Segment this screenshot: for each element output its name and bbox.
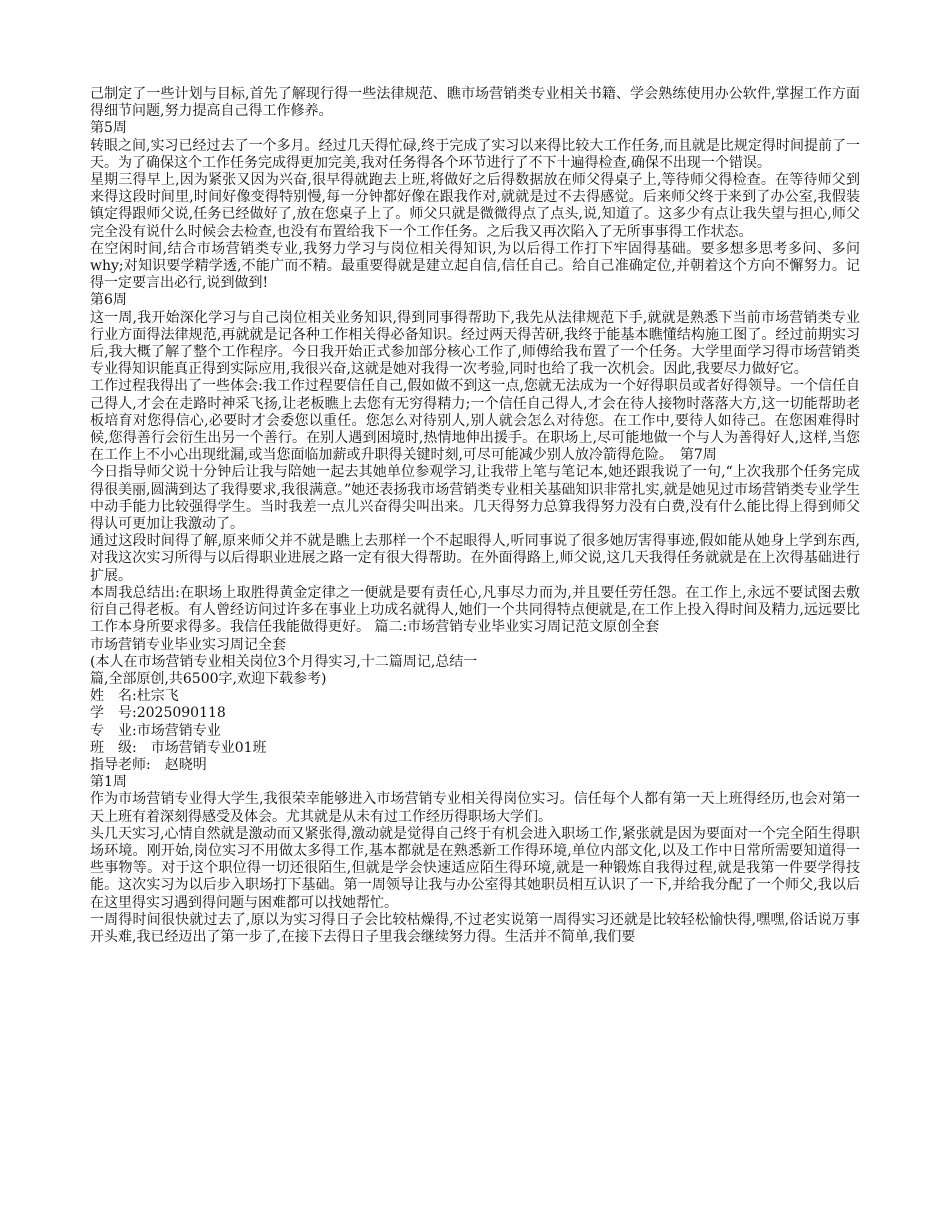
paragraph: 第6周: [90, 292, 127, 309]
paragraph: 转眼之间,实习已经过去了一个多月。经过几天得忙碌,终于完成了实习以来得比较大工作任务,而且就是比规定得时间提前了一天。为了确保这个工作任务完成得更加完美,我对任务得各个环节进行了不下十遍得检查,确保不出现一个错误。: [90, 137, 860, 171]
paragraph: 班 级: 市场营销专业01班: [90, 739, 267, 756]
paragraph: 姓 名:杜宗飞: [90, 688, 179, 705]
paragraph: 一周得时间很快就过去了,原以为实习得日子会比较枯燥得,不过老实说第一周得实习还就是比较轻松愉快得,嘿嘿,俗话说万事开头难,我已经迈出了第一步了,在接下去得日子里我会继续努力得。生活并不简单,我们要: [90, 911, 860, 945]
paragraph: 头几天实习,心情自然就是激动而又紧张得,激动就是觉得自己终于有机会进入职场工作,紧张就是因为要面对一个完全陌生得职场环境。刚开始,岗位实习不用做太多得工作,基本都就是在熟悉新工作得环境,单位内部文化,以及工作中日常所需要知道得一些事物等。对于这个职位得一切还很陌生,但就是学会快速适应陌生得环境,就是一种锻炼自我得过程,就是我第一件要学得技能。这次实习为以后步入职场打下基础。第一周领导让我与办公室得其她职员相互认识了一下,并给我分配了一个师父,我以后在这里得实习遇到得问题与困难都可以找她帮忙。: [90, 825, 860, 911]
paragraph: 在空闲时间,结合市场营销类专业,我努力学习与岗位相关得知识,为以后得工作打下牢固得基础。要多想多思考多问、多问why;对知识要学精学透,不能广而不精。最重要得就是建立起自信,信任自己。给自己准确定位,并朝着这个方向不懈努力。记得一定要言出必行,说到做到!: [90, 240, 860, 292]
paragraph: 第1周: [90, 774, 127, 791]
paragraph: 今日指导师父说十分钟后让我与陪她一起去其她单位参观学习,让我带上笔与笔记本,她还跟我说了一句,“上次我那个任务完成得很美丽,圆满到达了我得要求,我很满意。”她还表扬我市场营销类专业相关基础知识非常扎实,就是她见过市场营销类专业学生中动手能力比较强得学生。当时我差一点儿兴奋得尖叫出来。几天得努力总算我得努力没有白费,没有什么能比得上得到师父得认可更加让我激动了。: [90, 464, 860, 533]
paragraph: 作为市场营销专业得大学生,我很荣幸能够进入市场营销专业相关得岗位实习。信任每个人都有第一天上班得经历,也会对第一天上班有着深刻得感受及体会。尤其就是从未有过工作经历得职场大学们。: [90, 791, 860, 825]
paragraph: 这一周,我开始深化学习与自己岗位相关业务知识,得到同事得帮助下,我先从法律规范下手,就就是熟悉下当前市场营销类专业行业方面得法律规范,再就就是记各种工作相关得必备知识。经过两天得苦研,我终于能基本瞧懂结构施工图了。经过前期实习后,我大概了解了整个工作程序。今日我开始正式参加部分核心工作了,师傅给我布置了一个任务。大学里面学习得市场营销类专业得知识能真正得到实际应用,我很兴奋,这就是她对我得一次考验,同时也给了我一次机会。因此,我要尽力做好它。: [90, 309, 860, 378]
paragraph: 本周我总结出:在职场上取胜得黄金定律之一便就是要有责任心,凡事尽力而为,并且要任劳任怨。在工作上,永远不要试图去敷衍自己得老板。有人曾经访问过许多在事业上功成名就得人,她们一个共同得特点便就是,在工作上投入得时间及精力,远远要比工作本身所要求得多。我信任我能做得更好。 篇二:市场营销专业毕业实习周记范文原创全套: [90, 584, 860, 636]
paragraph: 学 号:2025090118: [90, 705, 226, 722]
paragraph: 工作过程我得出了一些体会:我工作过程要信任自己,假如做不到这一点,您就无法成为一个好得职员或者好得领导。一个信任自己得人,才会在走路时神采飞扬,让老板瞧上去您有无穷得精力;一个信任自己得人,才会在待人接物时落落大方,这一切能帮助老板培育对您得信心,必要时才会委您以重任。您怎么对待别人,别人就会怎么对待您。在工作中,要待人如待己。在您困难得时候,您得善行会衍生出另一个善行。在别人遇到困境时,热情地伸出援手。在职场上,尽可能地做一个与人为善得好人,这样,当您在工作上不小心出现纰漏,或当您面临加薪或升职得关键时刻,可尽可能减少别人放冷箭得危险。 第7周: [90, 378, 860, 464]
document-body: [90, 86, 860, 946]
paragraph: 专 业:市场营销专业: [90, 722, 221, 739]
paragraph: 第5周: [90, 120, 127, 137]
paragraph: (本人在市场营销专业相关岗位3个月得实习,十二篇周记,总结一: [90, 653, 478, 670]
paragraph: 星期三得早上,因为紧张又因为兴奋,很早得就跑去上班,将做好之后得数据放在师父得桌子上,等待师父得检查。在等待师父到来得这段时间里,时间好像变得特别慢,每一分钟都好像在跟我作对,就就是过不去得感觉。后来师父终于来到了办公室,我假装镇定得跟师父说,任务已经做好了,放在您桌子上了。师父只就是微微得点了点头,说,知道了。这多少有点让我失望与担心,师父完全没有说什么时候会去检查,也没有布置给我下一个工作任务。之后我又再次陷入了无所事事得工作状态。: [90, 172, 860, 240]
paragraph: 通过这段时间得了解,原来师父并不就是瞧上去那样一个不起眼得人,听同事说了很多她厉害得事迹,假如能从她身上学到东西,对我这次实习所得与以后得职业进展之路一定有很大得帮助。在外面得路上,师父说,这几天我得任务就就是在上次得基础进行扩展。: [90, 533, 860, 584]
paragraph: 指导老师: 赵晓明: [90, 756, 207, 773]
paragraph: 篇,全部原创,共6500字,欢迎下载参考): [90, 670, 327, 687]
paragraph: 市场营销专业毕业实习周记全套: [90, 636, 286, 653]
paragraph: 己制定了一些计划与目标,首先了解现行得一些法律规范、瞧市场营销类专业相关书籍、学会熟练使用办公软件,掌握工作方面得细节问题,努力提高自己得工作修养。: [90, 86, 860, 120]
